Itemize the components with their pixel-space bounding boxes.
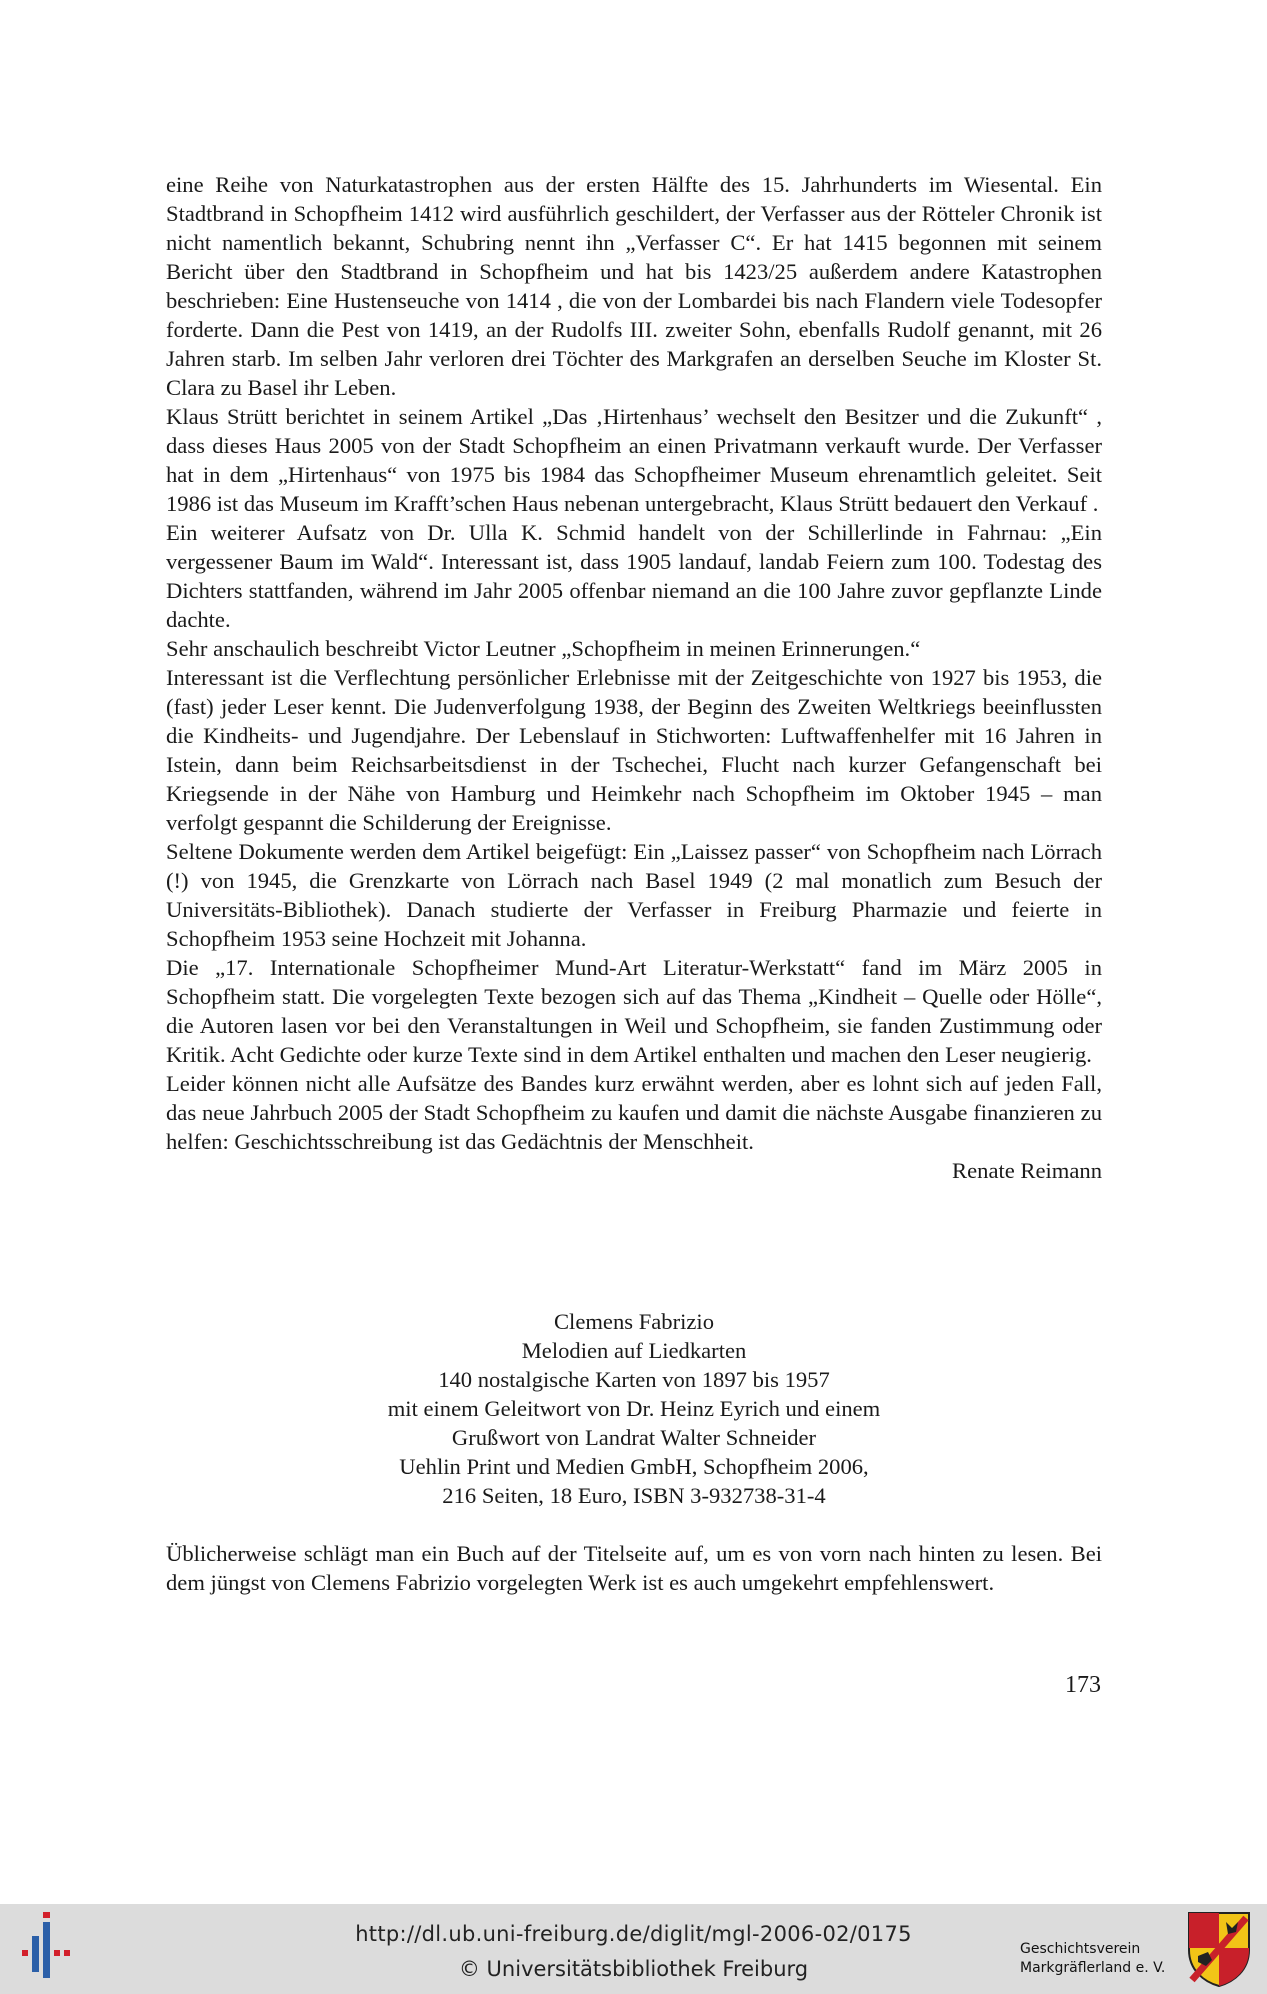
book-foreword: mit einem Geleitwort von Dr. Heinz Eyrich und einem	[387, 1396, 881, 1421]
page-number: 173	[1065, 1672, 1101, 1698]
review-text: Üblicherweise schlägt man ein Buch auf der Titelseite auf, um es von vorn nach hinten zu lesen. Bei dem jüngst von Clemens Fabrizio vorgelegten Werk ist es auch umgekehrt empfehlenswert.	[166, 1541, 1102, 1595]
article-paragraph: eine Reihe von Naturkatastrophen aus der ersten Hälfte des 15. Jahrhunderts im Wiesental. Ein Stadtbrand in Schopfheim 1412 wird ausführlich geschildert, der Verfasser aus der Rötteler Chronik ist nicht namentlich bekannt, Schubring nennt ihn „Verfasser C“. Er hat 1415 begonnen mit seinem Bericht über den Stadtbrand in Schopfheim und hat bis 1423/25 außerdem andere Katastrophen beschrieben: Eine Hustenseuche von 1414 , die von der Lombardei bis nach Flandern viele Todesopfer forderte. Dann die Pest von 1419, an der Rudolfs III. zweiter Sohn, ebenfalls Rudolf genannt, mit 26 Jahren starb. Im selben Jahr verloren drei Töchter des Markgrafen an derselben Seuche im Kloster St. Clara zu Basel ihr Leben.	[166, 172, 1102, 400]
article-paragraph: Interessant ist die Verflechtung persönlicher Erlebnisse mit der Zeitgeschichte von 1927 bis 1953, die (fast) jeder Leser kennt. Die Judenverfolgung 1938, der Beginn des Zweiten Weltkriegs beeinflussten die Kindheits- und Jugendjahre. Der Lebenslauf in Stichworten: Luftwaffenhelfer mit 16 Jahren in Istein, dann beim Reichsarbeitsdienst in der Tschechei, Flucht nach kurzer Gefangenschaft bei Kriegsende in der Nähe von Hamburg und Heimkehr nach Schopfheim im Oktober 1945 – man verfolgt gespannt die Schilderung der Ereignisse.	[166, 665, 1102, 835]
book-details: 216 Seiten, 18 Euro, ISBN 3-932738-31-4	[442, 1483, 826, 1508]
book-title: Melodien auf Liedkarten	[521, 1338, 747, 1363]
article-paragraph: Ein weiterer Aufsatz von Dr. Ulla K. Schmid handelt von der Schillerlinde in Fahrnau: „Ein vergessener Baum im Wald“. Interessant ist, dass 1905 landauf, landab Feiern zum 100. Todestag des Dichters stattfanden, während im Jahr 2005 offenbar niemand an die 100 Jahre zuvor gepflanzte Linde dachte.	[166, 520, 1102, 632]
article-paragraph: Sehr anschaulich beschreibt Victor Leutner „Schopfheim in meinen Erinnerungen.“	[166, 636, 921, 661]
book-citation	[166, 1307, 1102, 1510]
article-author: Renate Reimann	[952, 1158, 1102, 1183]
footer-url-link[interactable]: http://dl.ub.uni-freiburg.de/diglit/mgl-2006-02/0175	[355, 1922, 912, 1946]
book-author: Clemens Fabrizio	[553, 1309, 714, 1334]
coat-of-arms-icon	[1186, 1910, 1252, 1988]
article-body	[166, 170, 1102, 1185]
article-paragraph: Leider können nicht alle Aufsätze des Bandes kurz erwähnt werden, aber es lohnt sich auf jeden Fall, das neue Jahrbuch 2005 der Stadt Schopfheim zu kaufen und damit die nächste Ausgabe finanzieren zu helfen: Geschichtsschreibung ist das Gedächtnis der Menschheit.	[166, 1071, 1102, 1154]
book-publisher: Uehlin Print und Medien GmbH, Schopfheim 2006,	[399, 1454, 869, 1479]
society-name	[1020, 1940, 1165, 1978]
society-line-2: Markgräflerland e. V.	[1020, 1960, 1166, 1976]
society-line-1: Geschichtsverein	[1020, 1941, 1141, 1957]
ub-freiburg-logo-icon[interactable]	[14, 1912, 80, 1984]
book-subtitle: 140 nostalgische Karten von 1897 bis 1957	[438, 1367, 830, 1392]
footer-copyright: © Universitätsbibliothek Freiburg	[458, 1957, 809, 1981]
article-paragraph: Die „17. Internationale Schopfheimer Mund-Art Literatur-Werkstatt“ fand im März 2005 in Schopfheim statt. Die vorgelegten Texte bezogen sich auf das Thema „Kindheit – Quelle oder Hölle“, die Autoren lasen vor bei den Veranstaltungen in Weil und Schopfheim, sie fanden Zustimmung oder Kritik. Acht Gedichte oder kurze Texte sind in dem Artikel enthalten und machen den Leser neugierig.	[166, 955, 1102, 1067]
article-paragraph: Klaus Strütt berichtet in seinem Artikel „Das ‚Hirtenhaus’ wechselt den Besitzer und die Zukunft“ , dass dieses Haus 2005 von der Stadt Schopfheim an einen Privatmann verkauft wurde. Der Verfasser hat in dem „Hirtenhaus“ von 1975 bis 1984 das Schopfheimer Museum ehrenamtlich geleitet. Seit 1986 ist das Museum im Krafft’schen Haus nebenan untergebracht, Klaus Strütt bedauert den Verkauf .	[166, 404, 1102, 516]
article-paragraph: Seltene Dokumente werden dem Artikel beigefügt: Ein „Laissez passer“ von Schopfheim nach Lörrach (!) von 1945, die Grenzkarte von Lörrach nach Basel 1949 (2 mal monatlich zum Besuch der Universitäts-Bibliothek). Danach studierte der Verfasser in Freiburg Pharmazie und feierte in Schopfheim 1953 seine Hochzeit mit Johanna.	[166, 839, 1102, 951]
book-greeting: Grußwort von Landrat Walter Schneider	[451, 1425, 817, 1450]
